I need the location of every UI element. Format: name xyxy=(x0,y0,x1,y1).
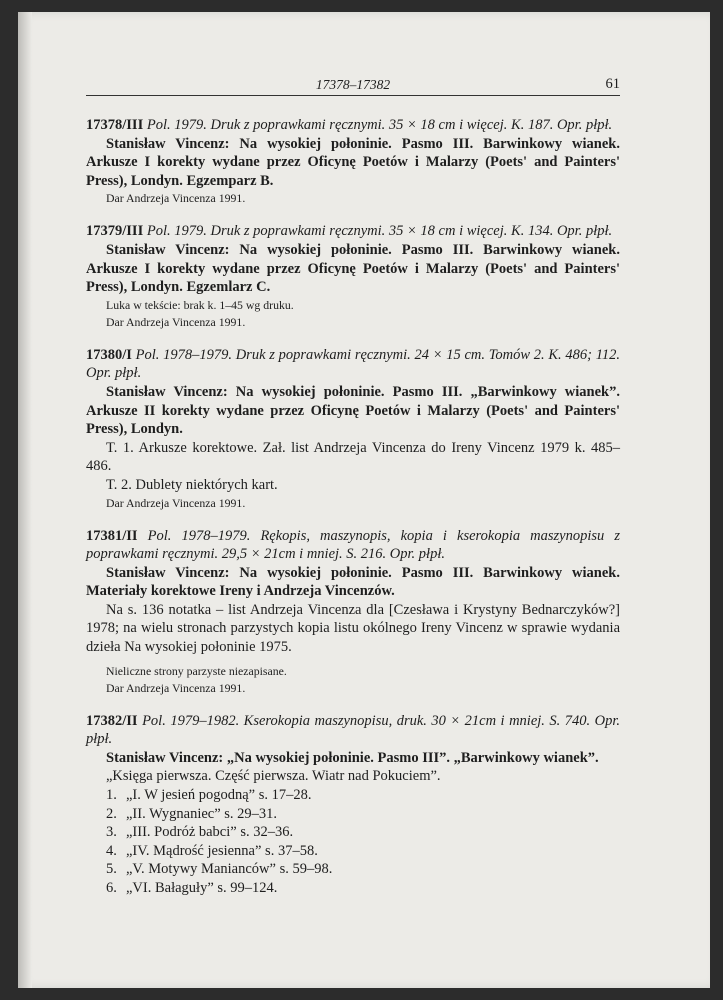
chapter-title: „III. Podróż babci” s. 32–36. xyxy=(126,824,294,841)
entry-note: Dar Andrzeja Vincenza 1991. xyxy=(106,495,246,510)
entry-number: 17380/I xyxy=(86,346,132,363)
catalog-entry xyxy=(86,222,620,330)
page-spine-shadow xyxy=(18,12,32,988)
catalog-entry xyxy=(86,346,620,512)
entry-number: 17382/II xyxy=(86,712,138,729)
catalog-entry xyxy=(86,527,620,697)
catalog-entry xyxy=(86,116,620,207)
chapter-title: „I. W jesień pogodną” s. 17–28. xyxy=(126,787,312,804)
entry-heading xyxy=(86,222,620,241)
entry-title: Stanisław Vincenz: Na wysokiej połoninie. Pasmo III. Barwinkowy wianek. Materiały korektowe Ireny i Andrzeja Vincenzów. xyxy=(86,564,620,600)
chapter-number: 5. xyxy=(106,861,117,878)
entry-body-text: T. 1. Arkusze korektowe. Zał. list Andrzeja Vincenza do Ireny Vincenz 1979 k. 485–486. xyxy=(86,439,620,475)
chapter-number: 3. xyxy=(106,824,117,841)
catalog-entry xyxy=(86,712,620,898)
entry-meta: Pol. 1979–1982. Kserokopia maszynopisu, druk. 30 × 21cm i mniej. S. 740. Opr. płpł. xyxy=(86,712,621,748)
entry-body-text: T. 2. Dublety niektórych kart. xyxy=(106,476,278,493)
chapter-number: 4. xyxy=(106,842,117,859)
page-header xyxy=(86,71,620,96)
entry-number: 17379/III xyxy=(86,223,144,240)
book-page xyxy=(18,12,710,988)
chapter-title: „VI. Bałaguły” s. 99–124. xyxy=(126,880,278,896)
entry-note: Dar Andrzeja Vincenza 1991. xyxy=(106,314,246,329)
entry-title: Stanisław Vincenz: „Na wysokiej połoninie. Pasmo III”. „Barwinkowy wianek”. xyxy=(106,749,599,766)
entry-number: 17378/III xyxy=(86,117,144,133)
chapter-list-item xyxy=(106,805,620,824)
entry-meta: Pol. 1978–1979. Druk z poprawkami ręcznymi. 24 × 15 cm. Tomów 2. K. 486; 112. Opr. płpł. xyxy=(86,346,620,382)
entry-meta: Pol. 1979. Druk z poprawkami ręcznymi. 35 × 18 cm i więcej. K. 134. Opr. płpł. xyxy=(146,223,613,240)
entry-body-text: „Księga pierwsza. Część pierwsza. Wiatr nad Pokuciem”. xyxy=(106,768,441,785)
chapter-list-item xyxy=(106,879,620,898)
chapter-number: 1. xyxy=(106,787,117,804)
entry-heading xyxy=(86,346,620,383)
entry-meta: Pol. 1979. Druk z poprawkami ręcznymi. 35 × 18 cm i więcej. K. 187. Opr. płpł. xyxy=(146,117,613,133)
entry-number: 17381/II xyxy=(86,527,138,544)
entry-heading xyxy=(86,712,620,749)
entry-title: Stanisław Vincenz: Na wysokiej połoninie. Pasmo III. Barwinkowy wianek. Arkusze I korekty wydane przez Oficynę Poetów i Malarzy (Poets' and Painters' Press), Londyn. Egzemparz B. xyxy=(86,135,620,189)
entry-heading xyxy=(86,116,620,135)
chapter-number: 2. xyxy=(106,805,117,822)
entry-note: Luka w tekście: brak k. 1–45 wg druku. xyxy=(106,297,294,312)
entry-title: Stanisław Vincenz: Na wysokiej połoninie. Pasmo III. Barwinkowy wianek. Arkusze I korekty wydane przez Oficynę Poetów i Malarzy (Poets' and Painters' Press), Londyn. Egzemlarz C. xyxy=(86,241,620,296)
entry-body-text: Na s. 136 notatka – list Andrzeja Vincenza dla [Czesława i Krystyny Bednarczyków?] 1978; na wielu stronach parzystych kopia listu okólnego Ireny Vincenz w sprawie wydania dzieła Na wysokiej połoninie 1975. xyxy=(86,601,620,656)
chapter-list-item xyxy=(106,860,620,879)
chapter-title: „IV. Mądrość jesienna” s. 37–58. xyxy=(126,842,318,859)
chapter-title: „V. Motywy Manianców” s. 59–98. xyxy=(126,861,333,878)
chapter-number: 6. xyxy=(106,880,117,896)
running-head: 17378–17382 xyxy=(315,77,391,92)
chapter-title: „II. Wygnaniec” s. 29–31. xyxy=(126,805,278,822)
chapter-list-item xyxy=(106,786,620,805)
catalog-entries xyxy=(86,116,620,913)
entry-note: Dar Andrzeja Vincenza 1991. xyxy=(106,680,246,695)
chapter-list-item xyxy=(106,842,620,861)
entry-meta: Pol. 1978–1979. Rękopis, maszynopis, kopia i kserokopia maszynopisu z poprawkami ręcznymi. 29,5 × 21cm i mniej. S. 216. Opr. płpł. xyxy=(86,527,621,563)
entry-title: Stanisław Vincenz: Na wysokiej połoninie. Pasmo III. „Barwinkowy wianek”. Arkusze II korekty wydane przez Oficynę Poetów i Malarzy (Poets' and Painters' Press), Londyn. xyxy=(86,383,620,438)
entry-heading xyxy=(86,527,620,564)
entry-note: Nieliczne strony parzyste niezapisane. xyxy=(106,663,287,678)
chapter-list xyxy=(86,786,620,898)
page-number: 61 xyxy=(605,76,620,92)
entry-note: Dar Andrzeja Vincenza 1991. xyxy=(106,191,246,206)
chapter-list-item xyxy=(106,823,620,842)
